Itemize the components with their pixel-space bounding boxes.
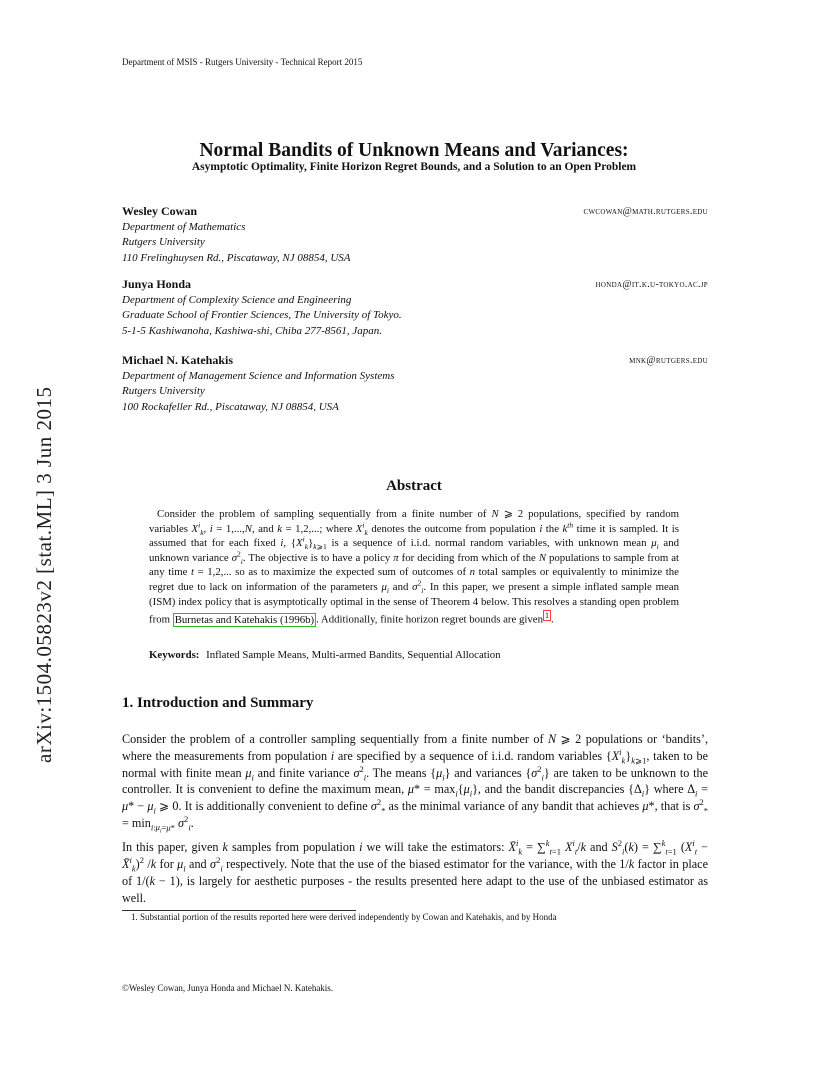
section-heading: 1. Introduction and Summary: [122, 695, 314, 711]
author-affiliation-line: Department of Management Science and Information Systems: [122, 369, 395, 382]
author-name: Wesley Cowan: [122, 204, 197, 218]
author-block-honda: [122, 277, 708, 339]
author-name: Michael N. Katehakis: [122, 353, 233, 367]
author-block-cowan: [122, 204, 708, 266]
author-affiliation-line: Department of Mathematics: [122, 220, 246, 233]
running-header: Department of MSIS - Rutgers University - Technical Report 2015: [122, 57, 363, 67]
author-block-katehakis: [122, 353, 708, 415]
citation-link[interactable]: Burnetas and Katehakis (1996b): [174, 613, 315, 626]
abstract-body: Consider the problem of sampling sequentially from a finite number of N ⩾ 2 populations, specified by random variables $X^i_k$, i = 1,...,N, and k = 1,2,...; where $X^i_k$ denotes the outcome from population i the $k^{th}$ time it is sampled. It is assumed that for each fixed i, $\{X^i_k\}_{k⩾1}$ is a sequence of i.i.d. normal random variables, with unknown mean $\mu_i$ and unknown variance $\sigma^2_i$. The objective is to have a policy π for deciding from which of the N populations to sample from at any time t = 1,2,... so as to maximize the expected sum of outcomes of n total samples or equivalently to minimize the regret due to lack on information of the parameters $\mu_i$ and $\sigma^2_i$. In this paper, we present a simple inflated sample mean (ISM) index policy that is asymptotically optimal in the sense of Theorem 4 below. This resolves a standing open problem from Burnetas and Katehakis (1996b) . Additionally, finite horizon regret bounds are given $^1$ .: [149, 508, 680, 626]
footnote-link[interactable]: 1: [545, 611, 550, 621]
author-affiliation-line: Rutgers University: [122, 385, 205, 397]
arxiv-identifier[interactable]: arXiv:1504.05823v2 [stat.ML] 3 Jun 2015: [32, 386, 56, 763]
copyright-notice: ©Wesley Cowan, Junya Honda and Michael N. Katehakis.: [122, 983, 334, 993]
author-affiliation-line: 5-1-5 Kashiwanoha, Kashiwa-shi, Chiba 277-8561, Japan.: [122, 324, 383, 337]
author-affiliation-line: 110 Frelinghuysen Rd., Piscataway, NJ 08854, USA: [122, 251, 351, 264]
footnote-divider: [122, 910, 356, 911]
author-email[interactable]: honda@it.k.u-tokyo.ac.jp: [595, 279, 708, 290]
author-affiliation-line: Graduate School of Frontier Sciences, The University of Tokyo.: [122, 309, 402, 321]
author-affiliation-line: Department of Complexity Science and Engineering: [122, 293, 352, 306]
author-email[interactable]: cwcowan@math.rutgers.edu: [583, 206, 708, 217]
author-email[interactable]: mnk@rutgers.edu: [629, 355, 708, 366]
author-name: Junya Honda: [122, 277, 192, 291]
abstract-heading: Abstract: [386, 478, 442, 494]
paper-title: Normal Bandits of Unknown Means and Variances:: [199, 140, 629, 161]
keywords-list: Inflated Sample Means, Multi-armed Bandits, Sequential Allocation: [206, 649, 501, 661]
keywords-label: Keywords:: [149, 649, 200, 661]
author-affiliation-line: Rutgers University: [122, 236, 205, 248]
footnote-text: 1. Substantial portion of the results reported here were derived independently by Cowan and Katehakis, and by Honda: [131, 912, 557, 922]
author-affiliation-line: 100 Rockafeller Rd., Piscataway, NJ 08854, USA: [122, 400, 339, 413]
keywords-line: [149, 649, 679, 661]
section-body: Consider the problem of a controller sampling sequentially from a finite number of N ⩾ 2 populations or ‘bandits’, where the measurements from population i are specified by a sequence of i.i.d. random variables $\{X^i_k\}_{k⩾1}$, taken to be normal with finite mean $\mu_i$ and finite variance $\sigma^2_i$. The means $\{\mu_i\}$ and variances $\{\sigma^2_i\}$ are taken to be unknown to the controller. It is convenient to define the maximum mean, $\mu* = \max_i\{\mu_i\}$, and the bandit discrepancies $\{\Delta_i\}$ where $\Delta_i = \mu* - \mu_i$ ⩾ 0. It is additionally convenient to define $\sigma^2_*$ as the minimal variance of any bandit that achieves μ*, that is $\sigma^2_* = \min_{i:\mu_i=\mu*} \sigma^2_i$. In this paper, given k samples from population i we will take the estimators: X̄$^i_k$ = ∑$^k_{t=1}$ $X^i_t/k$ and $S^2_i(k) = \sum^k_{t=1}$ ($X^i_t$ − X̄$^i_k$)$^2$ /k for $\mu_i$ and $\sigma^2_i$ respectively. Note that the use of the biased estimator for the variance, with the 1/k factor in place of 1/(k − 1), is largely for aesthetic purposes - the results presented here adapt to the use of the unbiased estimator as well.: [122, 732, 709, 905]
paper-subtitle: Asymptotic Optimality, Finite Horizon Regret Bounds, and a Solution to an Open Problem: [191, 161, 637, 173]
